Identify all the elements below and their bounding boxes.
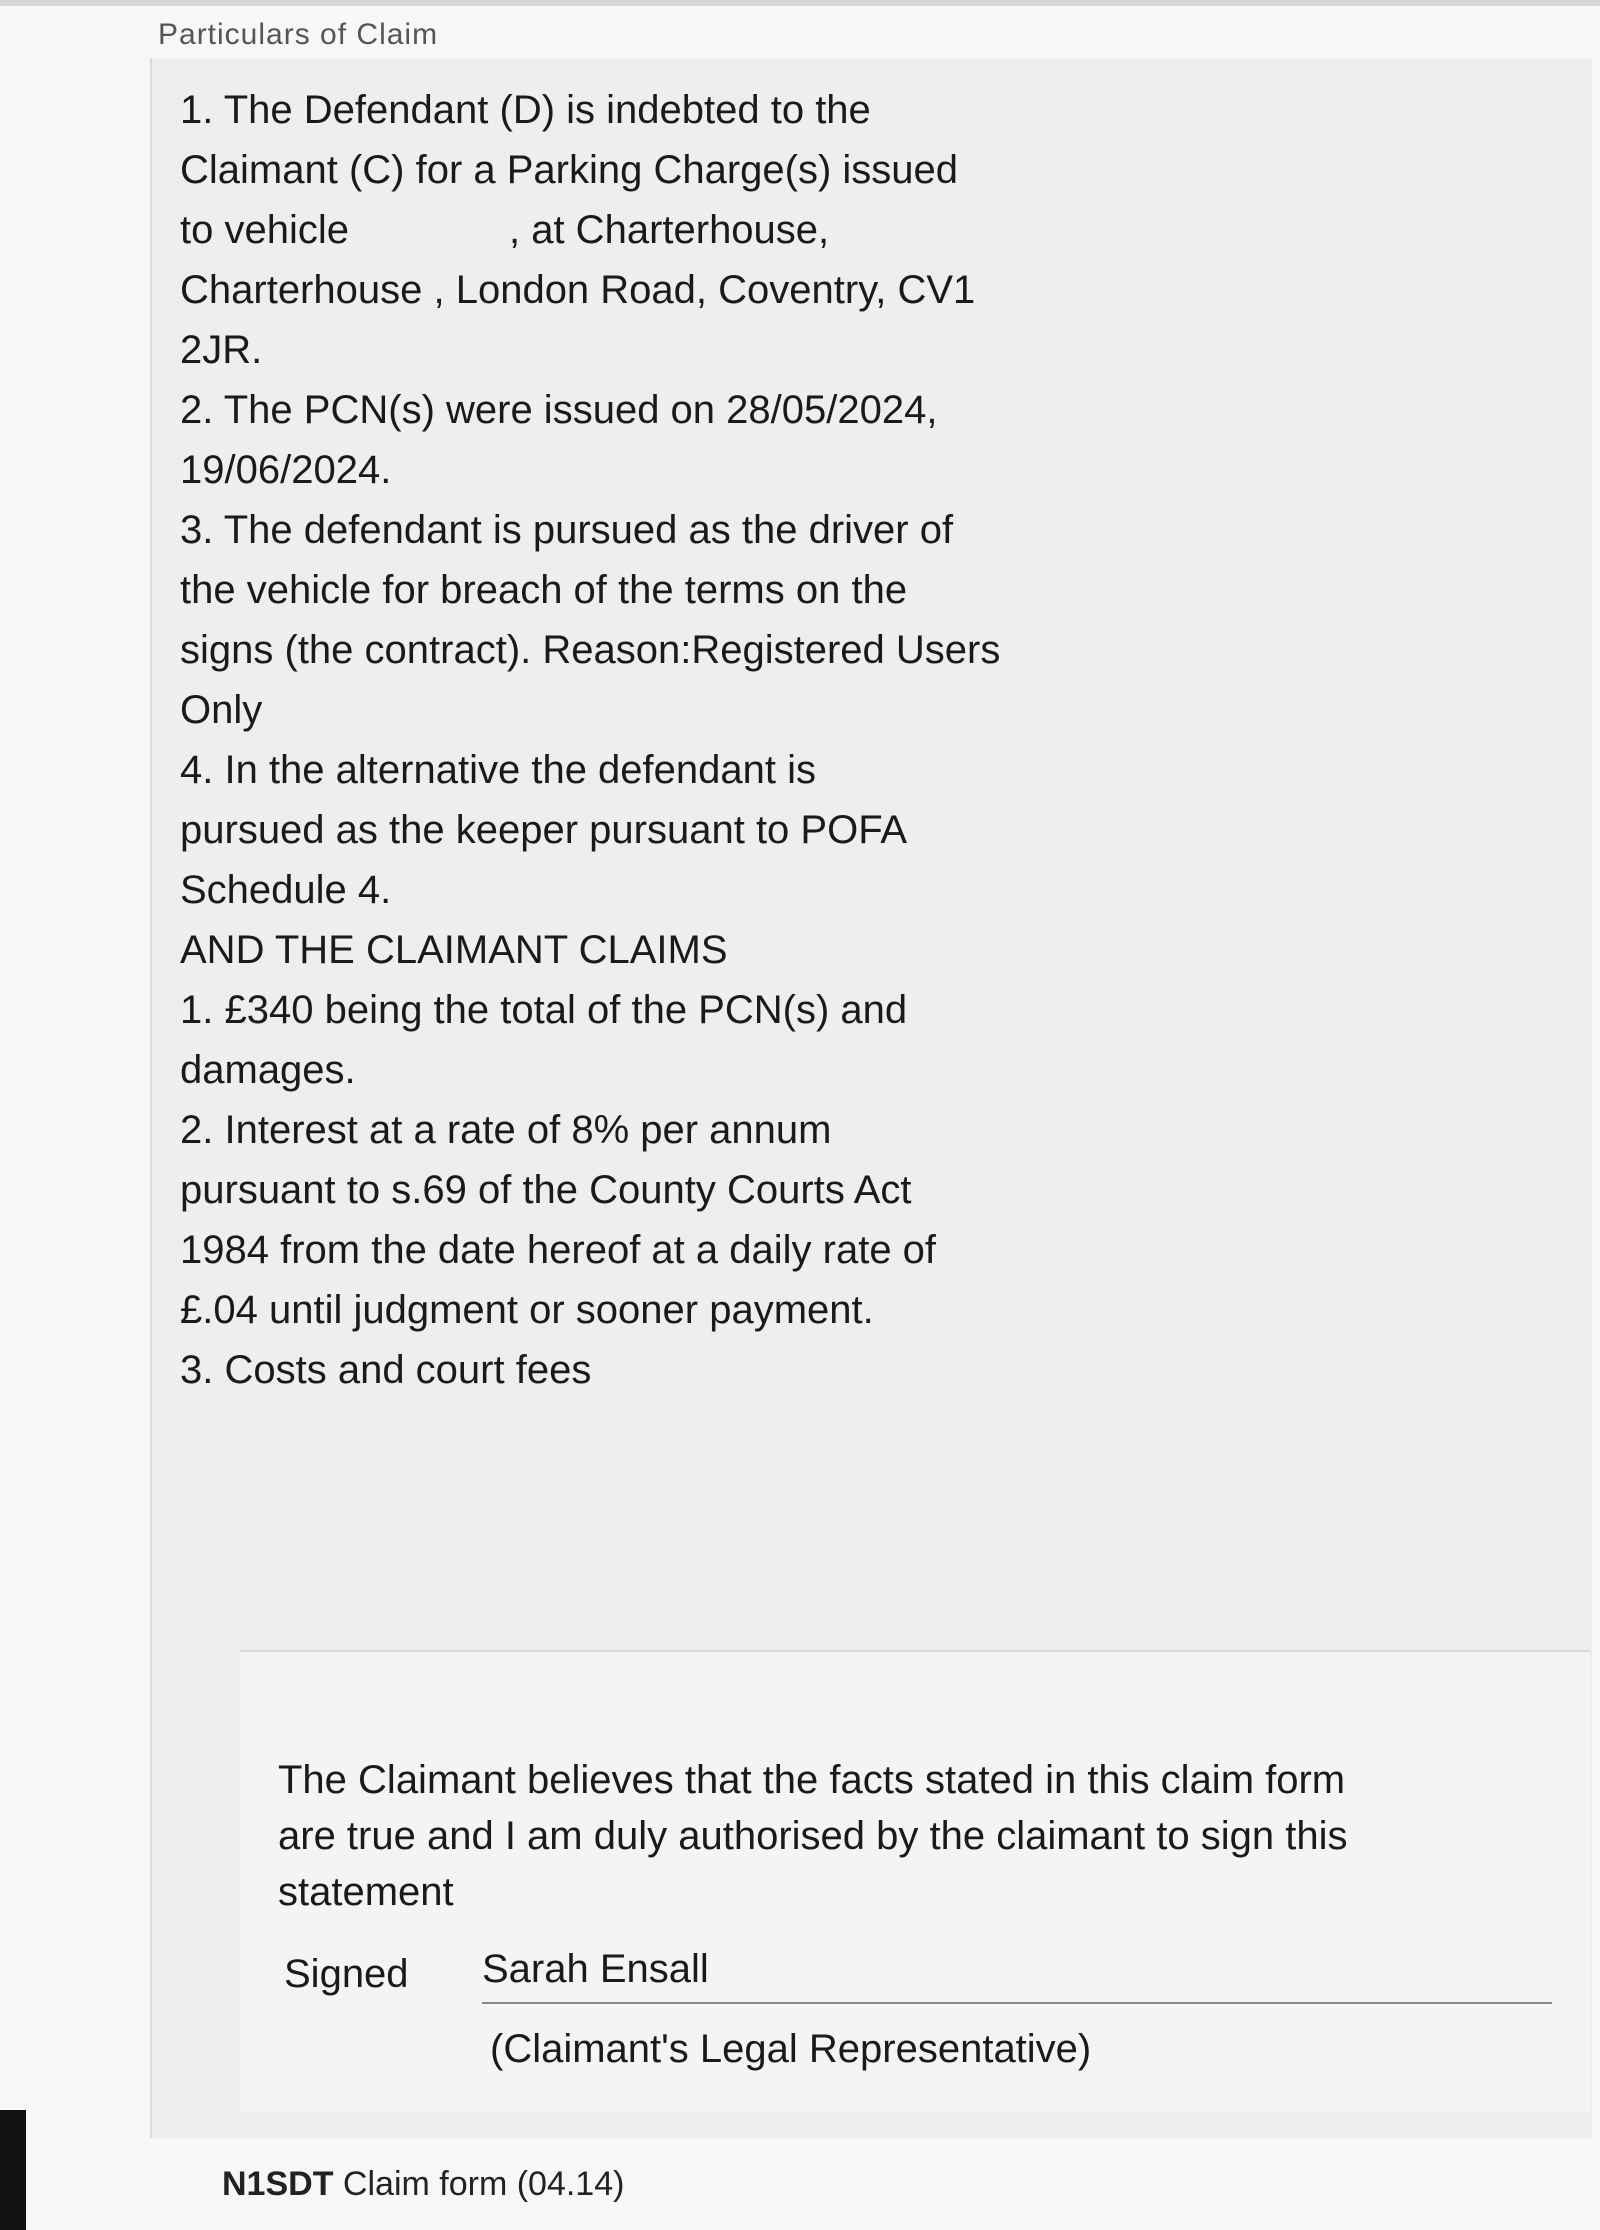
statement-line: statement — [278, 1870, 454, 1914]
claim-line: Schedule 4. — [180, 868, 392, 912]
statement-line: are true and I am duly authorised by the claimant to sign this — [278, 1814, 1348, 1858]
statement-of-truth-box — [240, 1650, 1590, 2112]
claim-line: damages. — [180, 1048, 356, 1092]
form-code: N1SDT — [222, 2165, 334, 2203]
claim-line-vehicle — [180, 200, 1240, 260]
claim-line: 4. In the alternative the defendant is — [180, 748, 816, 792]
claim-line: 3. Costs and court fees — [180, 1348, 592, 1392]
claim-line: 19/06/2024. — [180, 448, 392, 492]
signature-line — [482, 2002, 1552, 2004]
form-label: Claim form (04.14) — [342, 2165, 625, 2203]
claim-line: Claimant (C) for a Parking Charge(s) issued — [180, 148, 959, 192]
claim-line: 2JR. — [180, 328, 263, 372]
form-footer — [222, 2165, 624, 2204]
claim-line: Only — [180, 688, 263, 732]
claim-line: pursued as the keeper pursuant to POFA — [180, 808, 908, 852]
page-top-edge — [0, 0, 1600, 6]
claim-line: 1984 from the date hereof at a daily rate of — [180, 1228, 937, 1272]
signed-label: Signed — [284, 1952, 409, 1996]
statement-line: The Claimant believes that the facts stated in this claim form — [278, 1758, 1346, 1802]
claim-line: £.04 until judgment or sooner payment. — [180, 1288, 874, 1332]
claim-line: 1. The Defendant (D) is indebted to the — [180, 88, 871, 132]
claim-line: 3. The defendant is pursued as the driver of — [180, 508, 954, 552]
claim-line: signs (the contract). Reason:Registered Users — [180, 628, 1001, 672]
claim-line: 2. Interest at a rate of 8% per annum — [180, 1108, 832, 1152]
particulars-of-claim-text — [180, 80, 1240, 1400]
claim-line: 1. £340 being the total of the PCN(s) and — [180, 988, 908, 1032]
claim-line: the vehicle for breach of the terms on the — [180, 568, 908, 612]
claims-heading: AND THE CLAIMANT CLAIMS — [180, 928, 728, 972]
claim-line: Charterhouse , London Road, Coventry, CV1 — [180, 268, 976, 312]
claim-line: pursuant to s.69 of the County Courts Act — [180, 1168, 912, 1212]
claim-line-vehicle-prefix: to vehicle — [180, 208, 349, 252]
signatory-role: (Claimant's Legal Representative) — [490, 2027, 1092, 2071]
claim-line: 2. The PCN(s) were issued on 28/05/2024, — [180, 388, 938, 432]
section-header: Particulars of Claim — [158, 18, 439, 51]
signatory-name: Sarah Ensall — [482, 1947, 709, 1991]
statement-of-truth-text — [278, 1752, 1558, 1920]
claim-line-vehicle-suffix: , at Charterhouse, — [508, 208, 830, 252]
scan-edge-shadow — [0, 2110, 26, 2230]
